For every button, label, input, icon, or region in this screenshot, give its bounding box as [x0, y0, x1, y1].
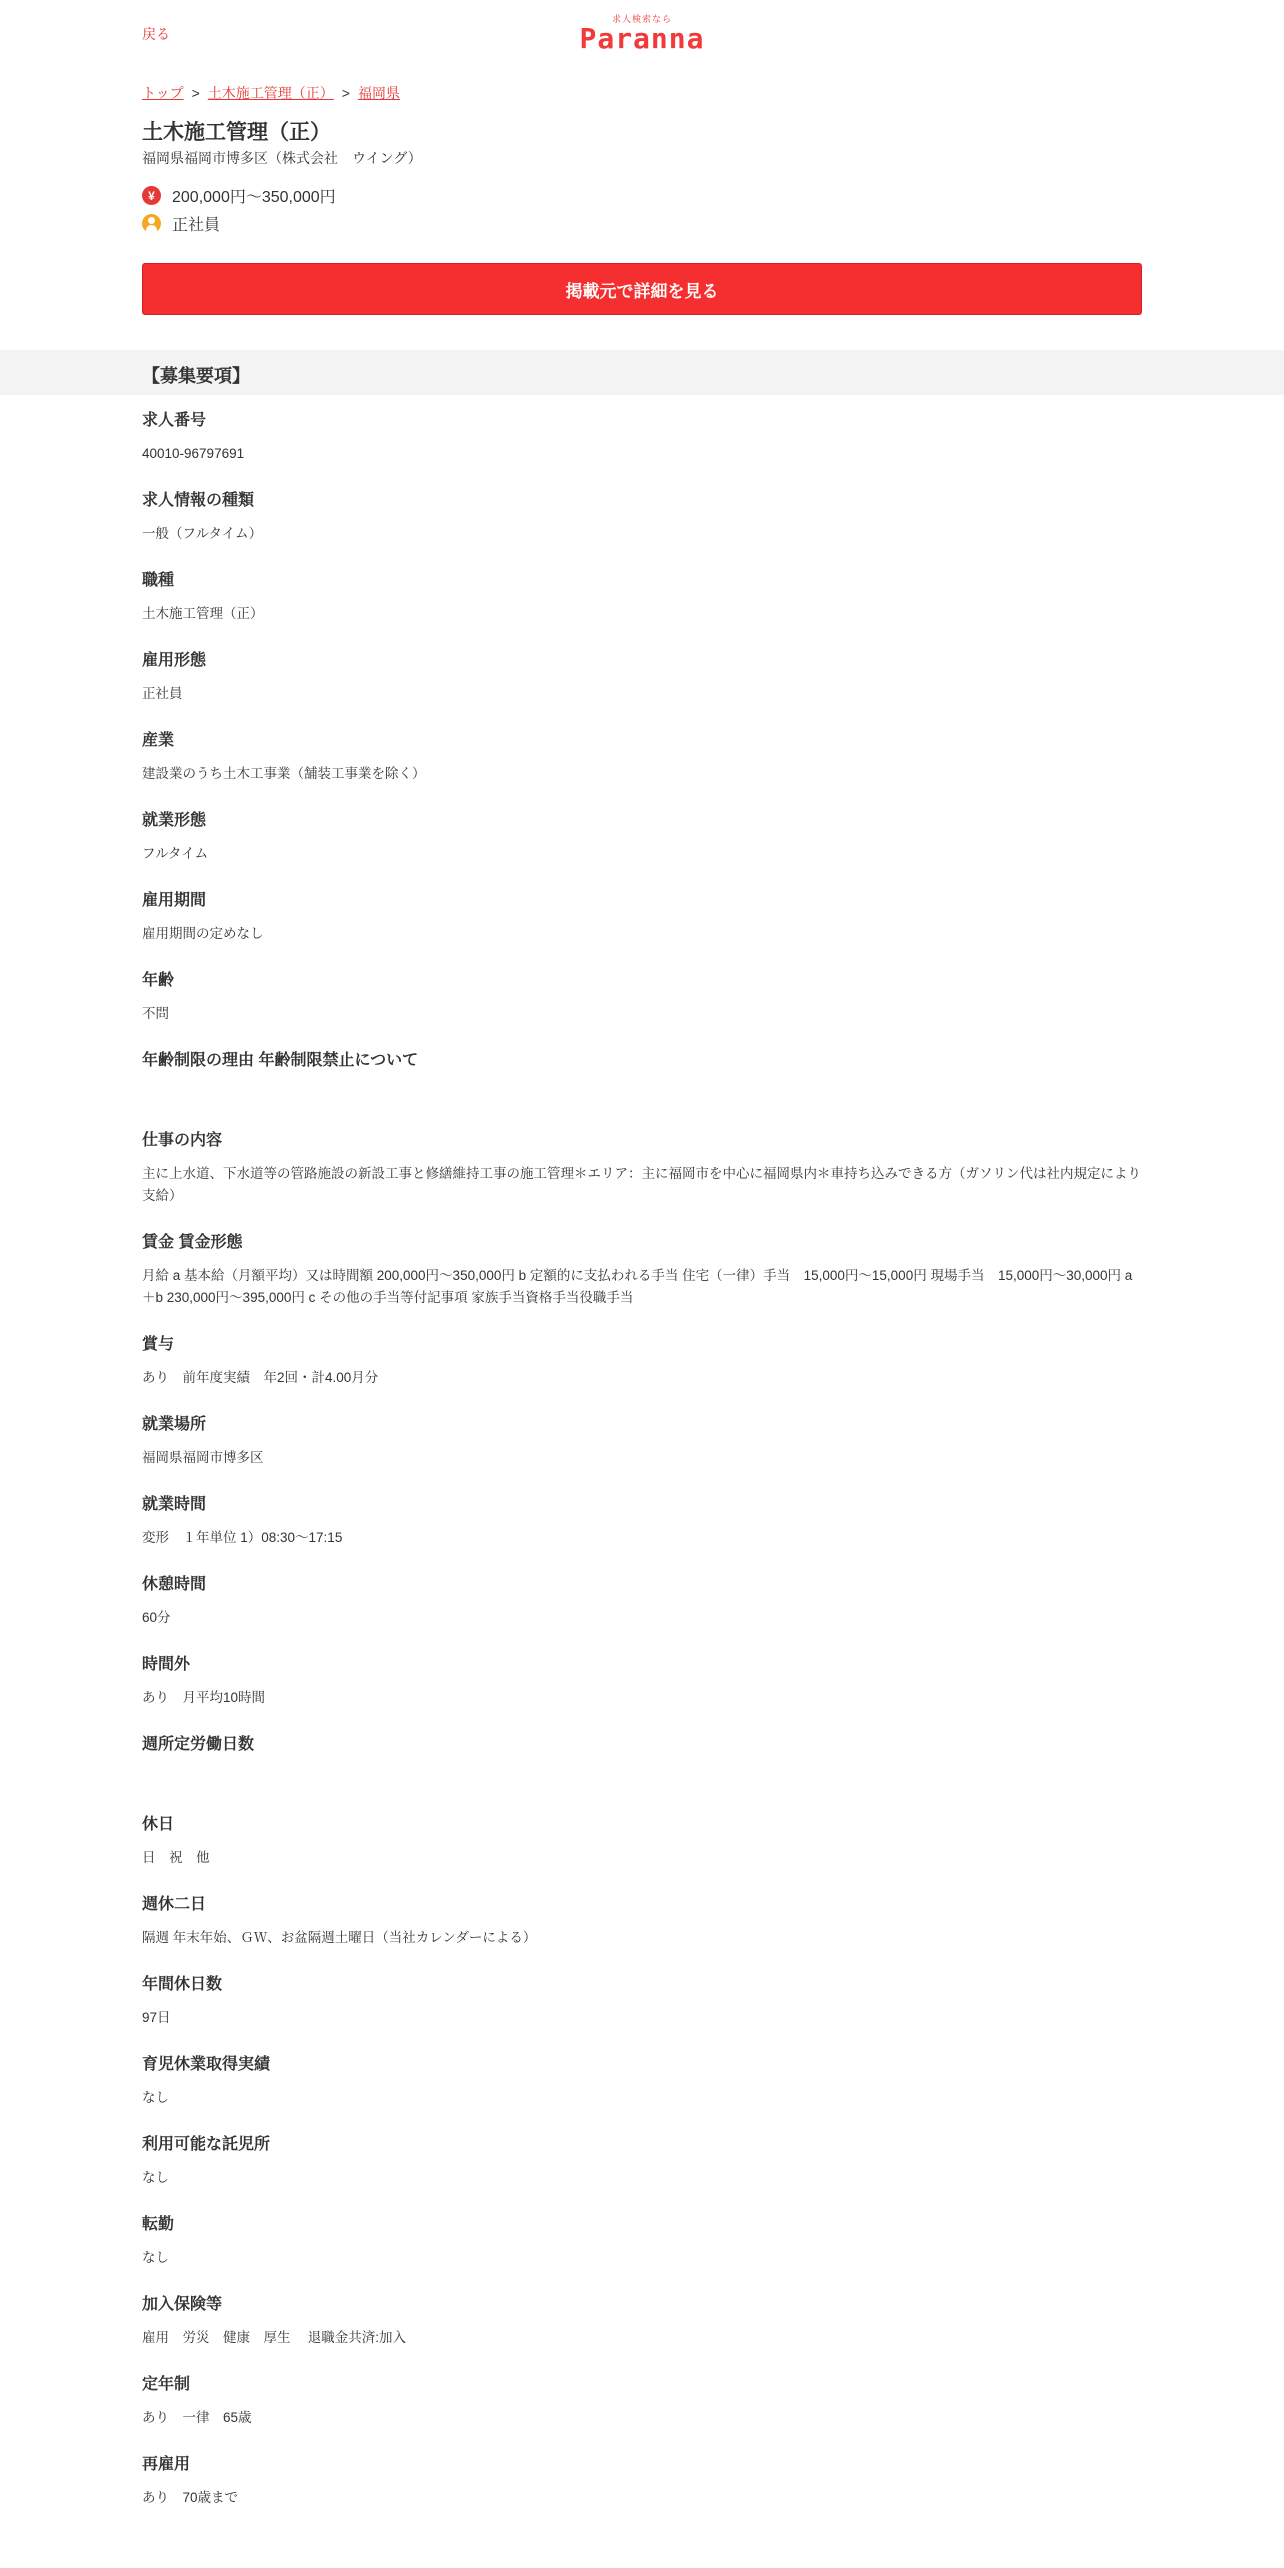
detail-value: 建設業のうち土木工事業（舗装工事業を除く） [142, 766, 426, 781]
detail-value: 60分 [142, 1610, 171, 1625]
detail-item [142, 1050, 1142, 1105]
detail-value: あり 一律 65歳 [142, 2410, 252, 2425]
detail-item [142, 1814, 1142, 1869]
breadcrumb-separator: > [341, 85, 350, 101]
detail-item [142, 1654, 1142, 1709]
detail-item [142, 650, 1142, 705]
logo-text: Paranna [579, 22, 705, 55]
detail-label: 週所定労働日数 [142, 1736, 255, 1753]
detail-label: 就業場所 [142, 1416, 207, 1433]
detail-value: 正社員 [142, 686, 183, 701]
detail-value: あり 前年度実績 年2回・計4.00月分 [142, 1370, 379, 1385]
detail-label: 育児休業取得実績 [142, 2056, 271, 2073]
detail-value: 不問 [142, 1006, 169, 1021]
detail-label: 年齢 [142, 972, 175, 989]
detail-label: 雇用期間 [142, 892, 207, 909]
breadcrumb-item-top[interactable]: トップ [142, 85, 184, 101]
detail-value: 福岡県福岡市博多区 [142, 1450, 264, 1465]
detail-label: 転勤 [142, 2216, 175, 2233]
detail-item [142, 1334, 1142, 1389]
detail-label: 利用可能な託児所 [142, 2136, 271, 2153]
detail-label: 産業 [142, 732, 175, 749]
breadcrumb-item-job[interactable]: 土木施工管理（正） [207, 85, 334, 101]
detail-item [142, 570, 1142, 625]
detail-value: 土木施工管理（正） [142, 606, 264, 621]
section-title: 【募集要項】 [142, 366, 250, 386]
detail-value: なし [142, 2090, 169, 2105]
detail-label: 休憩時間 [142, 1576, 207, 1593]
detail-value: 40010-96797691 [142, 446, 245, 461]
breadcrumb-item-prefecture[interactable]: 福岡県 [357, 85, 400, 101]
detail-item [142, 490, 1142, 545]
detail-item [142, 1130, 1142, 1207]
section-header [0, 350, 1284, 395]
job-details-list [142, 410, 1142, 2534]
detail-item [142, 1734, 1142, 1789]
detail-item [142, 2294, 1142, 2349]
detail-value: 雇用期間の定めなし [142, 926, 264, 941]
detail-item [142, 890, 1142, 945]
detail-value: なし [142, 2250, 169, 2265]
detail-item [142, 1894, 1142, 1949]
view-details-button[interactable]: 掲載元で詳細を見る [142, 263, 1142, 315]
company-location: 福岡県福岡市博多区（株式会社 ウイング） [142, 150, 422, 166]
detail-value: 日 祝 他 [142, 1850, 210, 1865]
employment-row [142, 212, 220, 235]
detail-item [142, 1574, 1142, 1629]
salary-row [142, 184, 336, 207]
detail-item [142, 410, 1142, 465]
detail-label: 就業形態 [142, 812, 207, 829]
detail-item [142, 730, 1142, 785]
detail-label: 再雇用 [142, 2456, 191, 2473]
detail-label: 年齢制限の理由 年齢制限禁止について [142, 1052, 419, 1069]
detail-value: 変形 １年単位 1）08:30～17:15 [142, 1530, 343, 1545]
detail-value: 月給 a 基本給（月額平均）又は時間額 200,000円～350,000円 b 定額的に支払われる手当 住宅（一律）手当 15,000円～15,000円 現場手当 15,000円～30,000円 a＋b 230,000円～395,000円 c その他の手当等付記事項 家族手当資格手当役職手当 [142, 1268, 1133, 1305]
detail-label: 時間外 [142, 1656, 191, 1673]
yen-icon: ¥ [142, 186, 161, 205]
employment-type-text: 正社員 [172, 217, 221, 234]
detail-label: 賃金 賃金形態 [142, 1234, 243, 1251]
detail-item [142, 2054, 1142, 2109]
detail-value [142, 1083, 1142, 1105]
breadcrumb-separator: > [191, 85, 200, 101]
detail-item [142, 1414, 1142, 1469]
logo-tagline: 求人検索なら [611, 14, 672, 24]
breadcrumb [142, 83, 400, 103]
detail-value: 97日 [142, 2010, 171, 2025]
detail-item [142, 970, 1142, 1025]
detail-value [142, 1767, 1142, 1789]
detail-label: 年間休日数 [142, 1976, 223, 1993]
detail-label: 週休二日 [142, 1896, 207, 1913]
detail-value: 雇用 労災 健康 厚生 退職金共済:加入 [142, 2330, 407, 2345]
detail-label: 求人番号 [142, 412, 207, 429]
detail-item [142, 1494, 1142, 1549]
detail-value: 隔週 年末年始、ＧＷ、お盆隔週土曜日（当社カレンダーによる） [142, 1930, 537, 1945]
detail-label: 雇用形態 [142, 652, 207, 669]
detail-value: フルタイム [142, 846, 209, 861]
paranna-logo[interactable] [574, 14, 710, 54]
detail-value: あり 月平均10時間 [142, 1690, 266, 1705]
detail-value: 一般（フルタイム） [142, 526, 263, 541]
detail-label: 求人情報の種類 [142, 492, 255, 509]
site-header [0, 0, 1284, 64]
detail-label: 加入保険等 [142, 2296, 223, 2313]
detail-item [142, 2214, 1142, 2269]
detail-item [142, 1974, 1142, 2029]
detail-item [142, 2134, 1142, 2189]
detail-label: 定年制 [142, 2376, 191, 2393]
detail-label: 仕事の内容 [142, 1132, 223, 1149]
detail-item [142, 2374, 1142, 2429]
salary-text: 200,000円～350,000円 [172, 189, 336, 206]
detail-value: 主に上水道、下水道等の管路施設の新設工事と修繕維持工事の施工管理＊エリア：主に福岡市を中心に福岡県内＊車持ち込みできる方（ガソリン代は社内規定により支給） [142, 1166, 1141, 1203]
detail-item [142, 2454, 1142, 2509]
person-icon [142, 214, 161, 233]
detail-label: 休日 [142, 1816, 175, 1833]
detail-value: なし [142, 2170, 169, 2185]
detail-value: あり 70歳まで [142, 2490, 239, 2505]
detail-label: 就業時間 [142, 1496, 207, 1513]
detail-label: 賞与 [142, 1336, 175, 1353]
detail-item [142, 1232, 1142, 1309]
job-title: 土木施工管理（正） [142, 121, 331, 144]
back-link[interactable]: 戻る [142, 26, 170, 42]
detail-item [142, 810, 1142, 865]
detail-label: 職種 [142, 572, 175, 589]
